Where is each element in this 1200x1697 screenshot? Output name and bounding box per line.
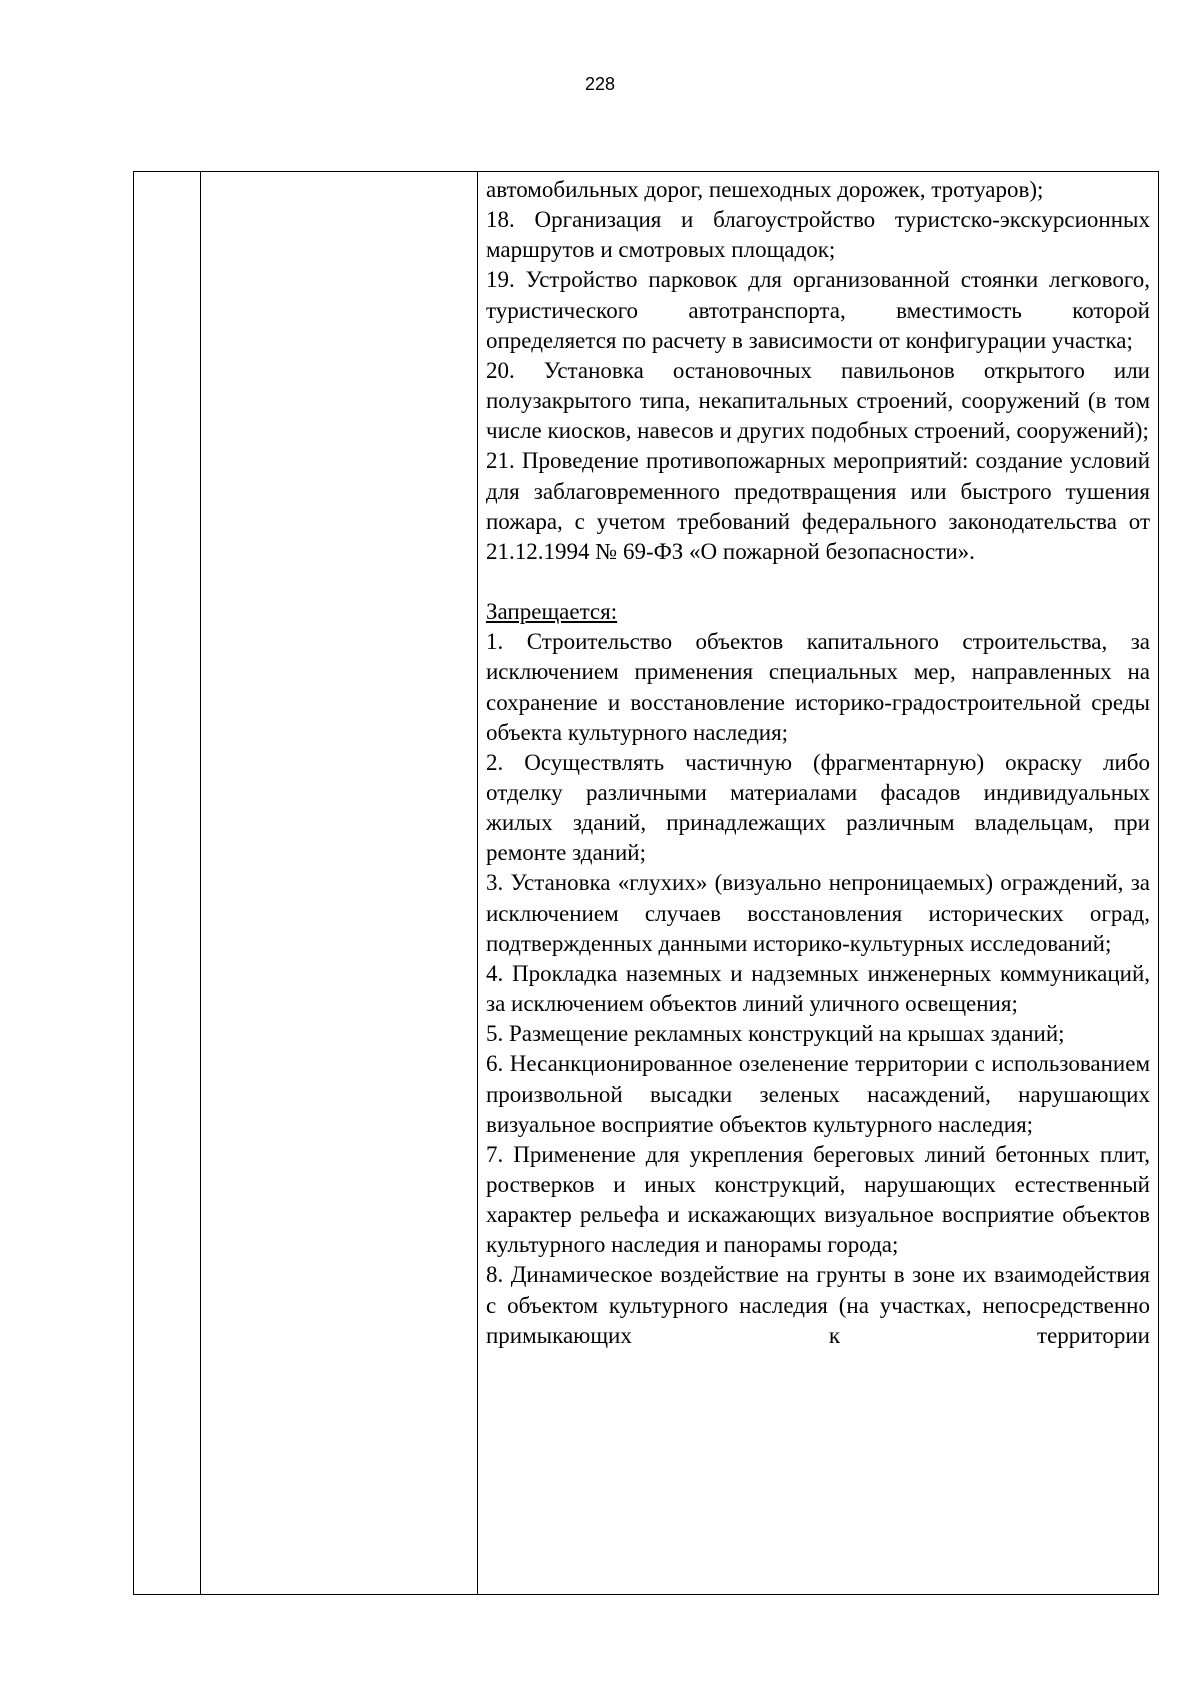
item-18: 18. Организация и благоустройство туристско-экскурсионных маршрутов и смотровых площадок;	[486, 207, 1150, 263]
regulations-cell	[486, 175, 1150, 1351]
paragraph-continuation: автомобильных дорог, пешеходных дорожек, тротуаров);	[486, 177, 1044, 202]
prohibited-item-8: 8. Динамическое воздействие на грунты в зоне их взаимодействия с объектом культурного наследия (на участках, непосредственно примыкающих к территории	[486, 1262, 1150, 1348]
column-divider-1	[200, 172, 201, 1594]
prohibited-item-6: 6. Несанкционированное озеленение территории с использованием произвольной высадки зеленых насаждений, нарушающих визуальное восприятие объектов культурного наследия;	[486, 1051, 1150, 1137]
prohibited-item-7: 7. Применение для укрепления береговых линий бетонных плит, ростверков и иных конструкций, нарушающих естественный характер рельефа и искажающих визуальное восприятие объектов культурного наследия и панорамы города;	[486, 1141, 1150, 1258]
item-19: 19. Устройство парковок для организованной стоянки легкового, туристического автотранспорта, вместимость которой определяется по расчету в зависимости от конфигурации участка;	[486, 267, 1150, 353]
item-21: 21. Проведение противопожарных мероприятий: создание условий для заблаговременного предотвращения или быстрого тушения пожара, с учетом требований федерального законодательства от 21.12.1994 № 69-ФЗ «О пожарной безопасности».	[486, 448, 1150, 564]
prohibited-item-5: 5. Размещение рекламных конструкций на крышах зданий;	[486, 1021, 1065, 1047]
prohibited-item-4: 4. Прокладка наземных и надземных инженерных коммуникаций, за исключением объектов линий уличного освещения;	[486, 960, 1150, 1017]
item-20: 20. Установка остановочных павильонов открытого или полузакрытого типа, некапитальных строений, сооружений (в том числе киосков, навесов и других подобных строений, сооружений);	[486, 357, 1150, 444]
paragraph-gap	[486, 567, 1150, 597]
page-number: 228	[584, 74, 616, 94]
column-divider-2	[477, 172, 478, 1594]
prohibited-heading: Запрещается:	[486, 599, 618, 625]
prohibited-item-3: 3. Установка «глухих» (визуально непроницаемых) ограждений, за исключением случаев восстановления исторических оград, подтвержденных данными историко-культурных исследований;	[486, 870, 1150, 956]
prohibited-item-1: 1. Строительство объектов капитального строительства, за исключением применения специальных мер, направленных на сохранение и восстановление историко-градостроительной среды объекта культурного наследия;	[486, 629, 1150, 745]
prohibited-item-2: 2. Осуществлять частичную (фрагментарную) окраску либо отделку различными материалами фасадов индивидуальных жилых зданий, принадлежащих различным владельцам, при ремонте зданий;	[486, 749, 1150, 866]
regulations-table	[133, 171, 1159, 1595]
